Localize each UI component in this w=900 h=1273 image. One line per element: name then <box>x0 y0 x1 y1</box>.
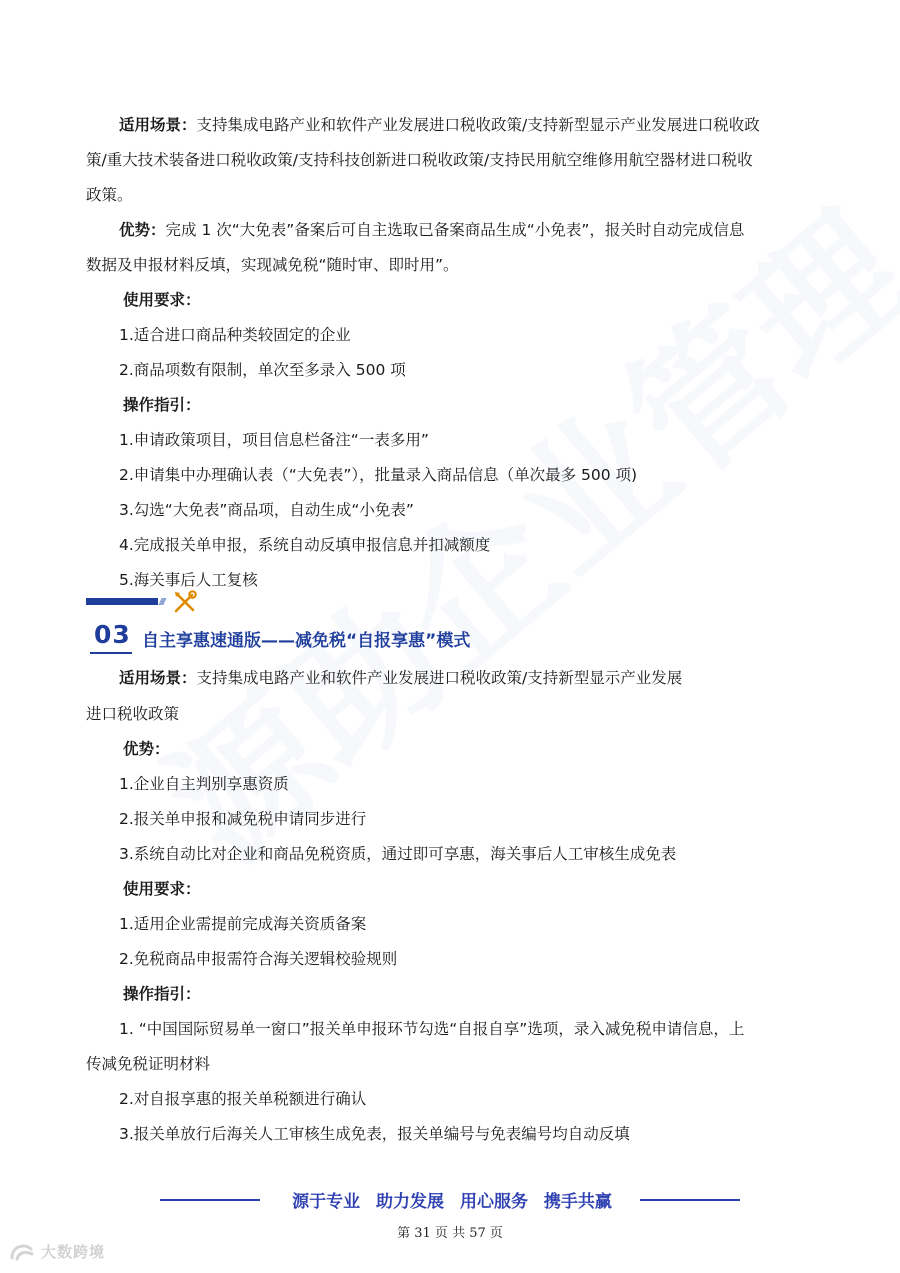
list-item: 2.报关单申报和减免税申请同步进行 <box>119 810 367 828</box>
list-item: 1.适用企业需提前完成海关资质备案 <box>119 915 367 933</box>
paragraph-line: 数据及申报材料反填，实现减免税“随时审、即时用”。 <box>86 256 459 274</box>
subheading: 操作指引： <box>123 396 201 414</box>
list-item: 2.对自报享惠的报关单税额进行确认 <box>119 1090 367 1108</box>
list-item: 1.适合进口商品种类较固定的企业 <box>119 326 351 344</box>
brand-logo <box>9 1240 105 1262</box>
label: 优势： <box>119 221 166 239</box>
tools-icon <box>172 589 198 615</box>
list-item: 3.勾选“大免表”商品项，自动生成“小免表” <box>119 501 414 519</box>
paragraph-line <box>119 220 859 240</box>
list-item: 2.免税商品申报需符合海关逻辑校验规则 <box>119 950 398 968</box>
body-text: 支持集成电路产业和软件产业发展进口税收政策/支持新型显示产业发展 <box>196 669 683 687</box>
page-number: 第 31 页 共 57 页 <box>397 1226 503 1241</box>
subheading: 使用要求： <box>123 880 201 898</box>
paragraph-line <box>119 115 859 135</box>
list-item: 2.申请集中办理确认表（“大免表”），批量录入商品信息（单次最多 500 项) <box>119 466 638 484</box>
paragraph-line: 传减免税证明材料 <box>86 1055 211 1073</box>
footer-slogan: 源于专业 助力发展 用心服务 携手共赢 <box>292 1192 612 1212</box>
label: 适用场景： <box>119 116 197 134</box>
brand-name: 大数跨境 <box>41 1242 106 1261</box>
paragraph-line: 政策。 <box>86 186 133 204</box>
section-number: 03 <box>94 620 131 649</box>
list-item: 1.企业自主判别享惠资质 <box>119 775 289 793</box>
paragraph-line: 进口税收政策 <box>86 705 180 723</box>
list-item: 4.完成报关单申报，系统自动反填申报信息并扣减额度 <box>119 536 491 554</box>
brand-logo-icon <box>9 1240 35 1262</box>
subheading: 优势： <box>123 740 170 758</box>
section-rule <box>86 598 164 605</box>
list-item: 2.商品项数有限制，单次至多录入 500 项 <box>119 361 406 379</box>
body-text: 支持集成电路产业和软件产业发展进口税收政策/支持新型显示产业发展进口税收政 <box>196 116 760 134</box>
footer-rule-right <box>640 1199 740 1201</box>
label: 适用场景： <box>119 669 197 687</box>
section-title: 自主享惠速通版——减免税“自报享惠”模式 <box>142 631 471 651</box>
list-item: 3.报关单放行后海关人工审核生成免表，报关单编号与免表编号均自动反填 <box>119 1125 630 1143</box>
body-text: 完成 1 次“大免表”备案后可自主选取已备案商品生成“小免表”，报关时自动完成信息 <box>165 221 745 239</box>
paragraph-line <box>119 668 859 688</box>
subheading: 操作指引： <box>123 985 201 1003</box>
section-number-underline <box>90 652 132 654</box>
list-item: 1. “中国国际贸易单一窗口”报关单申报环节勾选“自报自享”选项，录入减免税申请信息，上 <box>119 1020 745 1038</box>
list-item: 3.系统自动比对企业和商品免税资质，通过即可享惠，海关事后人工审核生成免表 <box>119 845 677 863</box>
subheading: 使用要求： <box>123 291 201 309</box>
paragraph-line: 策/重大技术装备进口税收政策/支持科技创新进口税收政策/支持民用航空维修用航空器材进口税收 <box>86 151 753 169</box>
list-item: 5.海关事后人工复核 <box>119 571 258 589</box>
list-item: 1.申请政策项目，项目信息栏备注“一表多用” <box>119 431 429 449</box>
footer-rule-left <box>160 1199 260 1201</box>
